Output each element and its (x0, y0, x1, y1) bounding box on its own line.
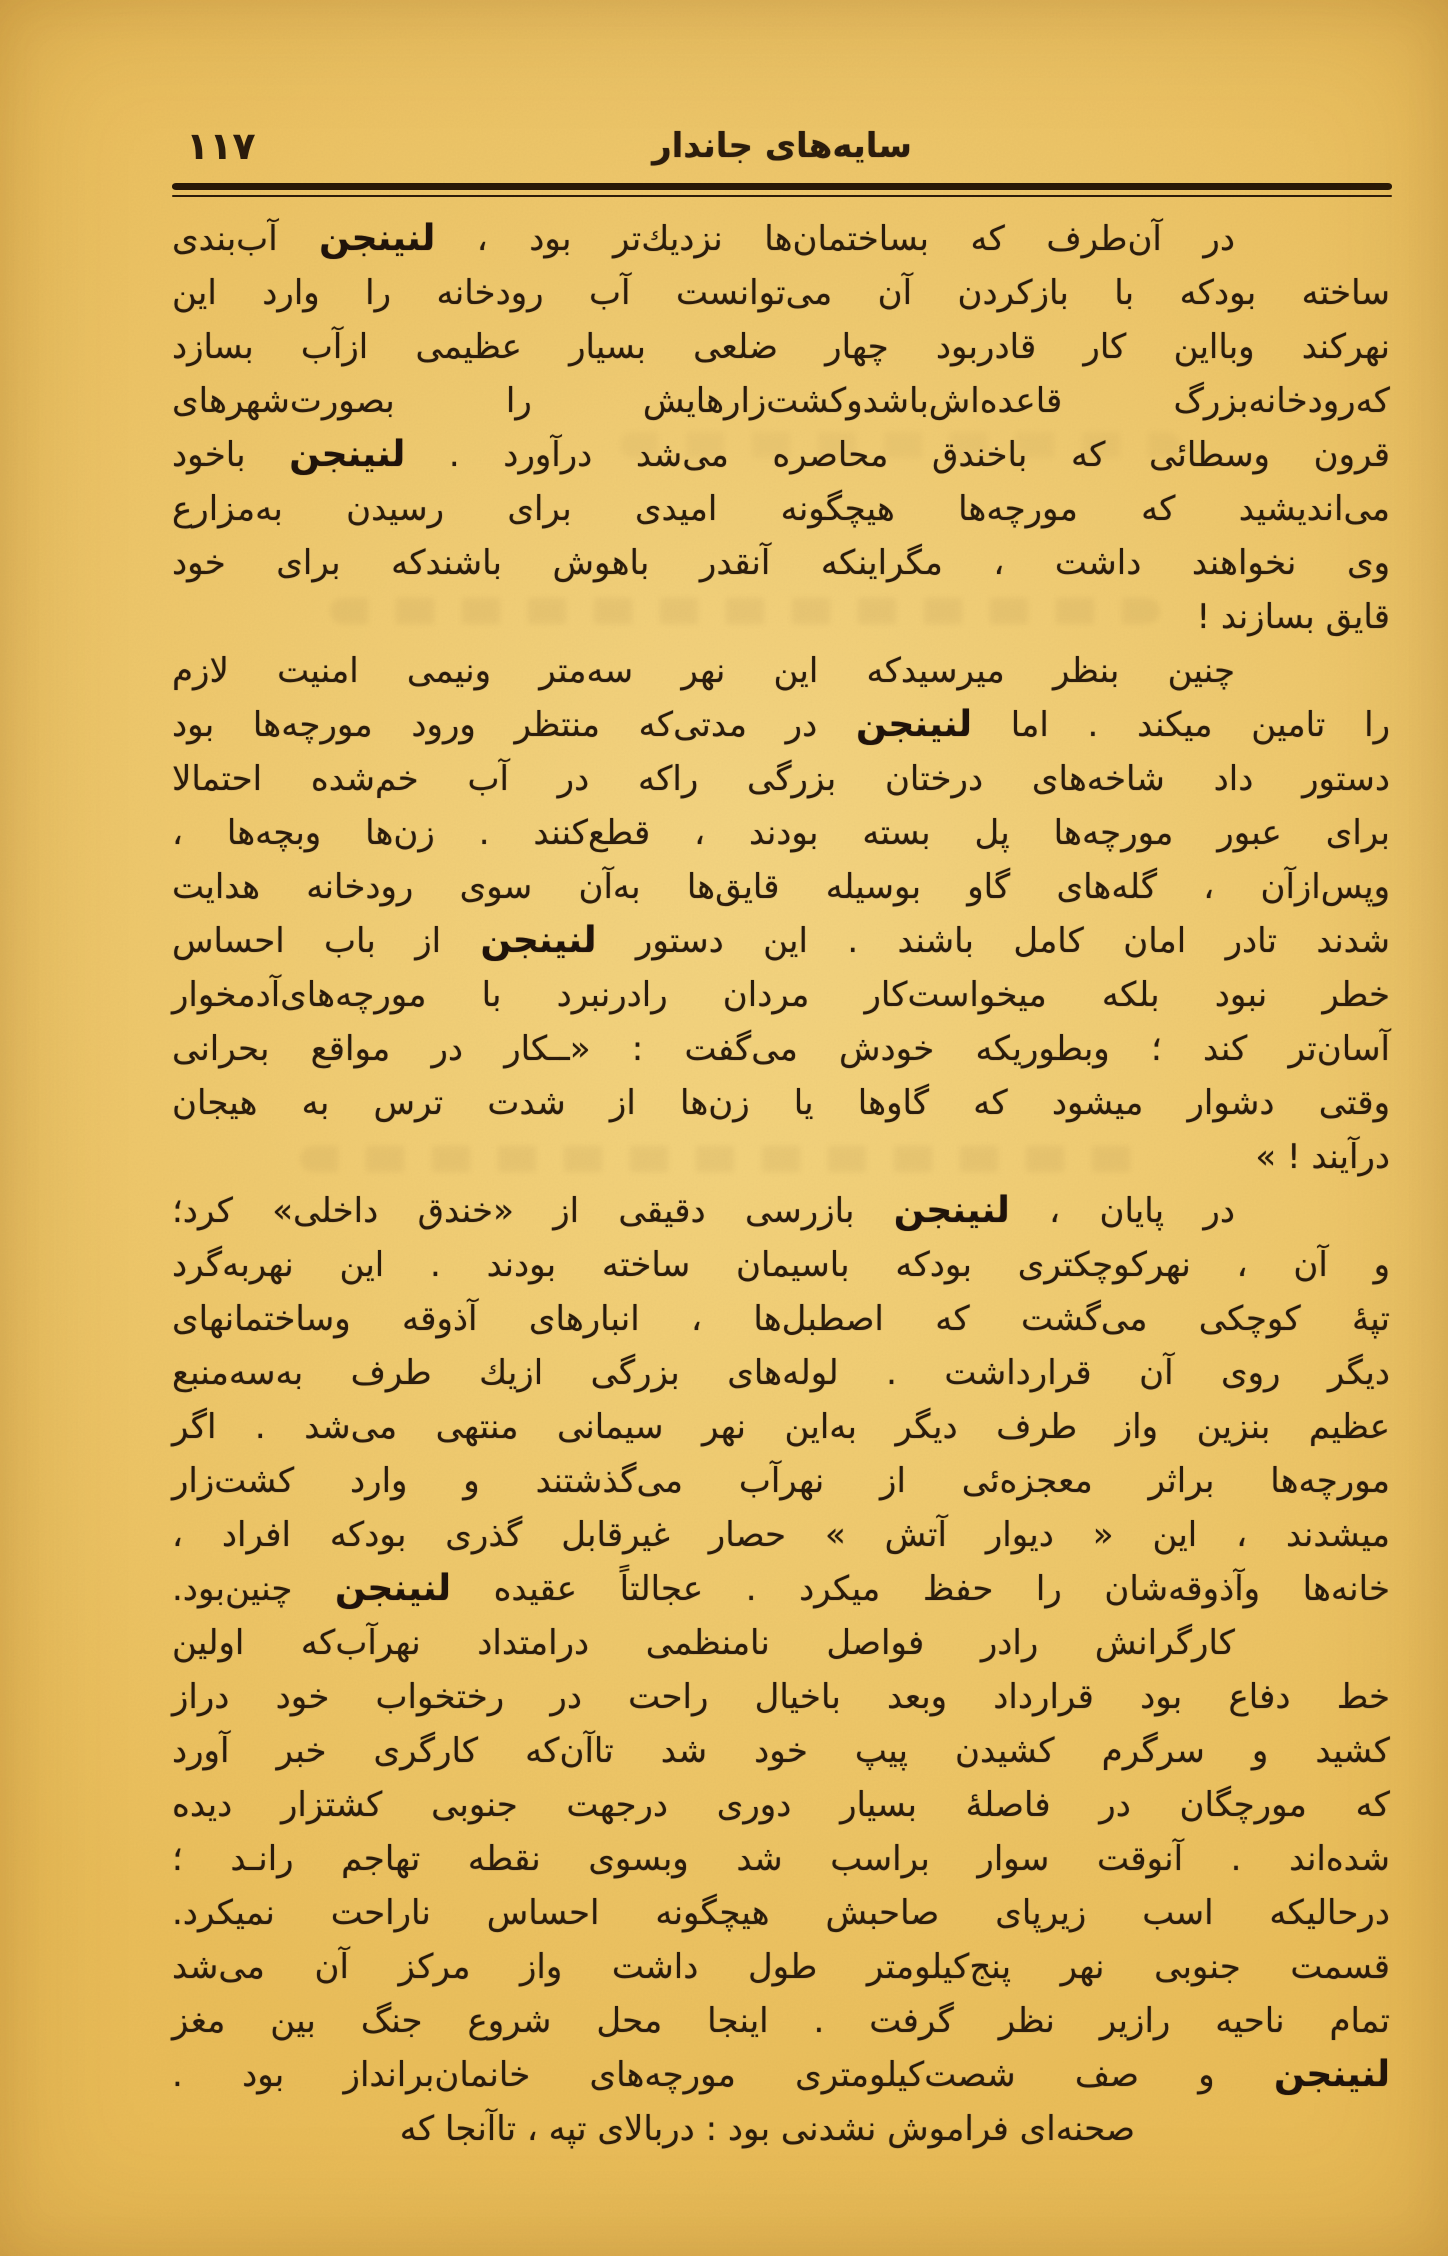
emphasis-leiningen: لنینجن (893, 1190, 1010, 1231)
text-line: کارگرانش رادر فواصل نامنظمی درامتداد نهرآب‌که اولین (172, 1623, 1235, 1663)
text-line: را تامین میکند . اما لنینجن در مدتی‌که منتظر ورود مورچه‌ها بود (172, 704, 1391, 745)
text-line: تپهٔ کوچکی می‌گشت که اصطبل‌ها ، انبارهای آذوقه وساختمانهای (172, 1299, 1390, 1339)
text-line: قسمت جنوبی نهر پنج‌کیلومتر طول داشت واز مرکز آن می‌شد (172, 1947, 1390, 1987)
text-line: آسان‌تر کند ؛ وبطوریکه خودش می‌گفت : «ــکار در مواقع بحرانی (172, 1029, 1390, 1069)
text-line: درآیند ! » (1255, 1137, 1390, 1177)
text-line: در آن‌طرف که بساختمان‌ها نزدیك‌تر بود ، لنینجن آب‌بندی (172, 218, 1235, 259)
text-line: دیگر روی آن قرارداشت . لوله‌های بزرگی ازیك طرف به‌سه‌منبع (172, 1353, 1390, 1393)
text-line: مورچه‌ها براثر معجزه‌ئی از نهرآب می‌گذشتند و وارد کشت‌زار (172, 1461, 1390, 1501)
emphasis-leiningen: لنینجن (1273, 2054, 1390, 2095)
page-title: سایه‌های جاندار (652, 126, 912, 166)
text-line: دستور داد شاخه‌های درختان بزرگی راکه در آب خم‌شده احتمالا (172, 759, 1390, 799)
page-header (172, 122, 1392, 168)
text-line: ساخته بودکه با بازکردن آن می‌توانست آب رودخانه را وارد این (172, 273, 1390, 313)
text-line: عظیم بنزین واز طرف دیگر به‌این نهر سیمانی منتهی می‌شد . اگر (172, 1407, 1390, 1447)
text-line: تمام ناحیه رازیر نظر گرفت . اینجا محل شروع جنگ بین مغز (172, 2001, 1390, 2041)
text-line: خط دفاع بود قرارداد وبعد باخیال راحت در رختخواب خود دراز (172, 1677, 1390, 1717)
text-line: لنینجن و صف شصت‌کیلومتری مورچه‌های خانمان‌برانداز بود . (172, 2054, 1390, 2095)
text-line: خطر نبود بلکه میخواست‌کار مردان رادرنبرد با مورچه‌های‌آدمخوار (172, 975, 1390, 1015)
text-line: وقتی دشوار میشود که گاوها یا زن‌ها از شدت ترس به هیجان (172, 1083, 1390, 1123)
text-line: در پایان ، لنینجن بازرسی دقیقی از «خندق داخلی» کرد؛ (172, 1190, 1235, 1231)
text-line: برای عبور مورچه‌ها پل بسته بودند ، قطع‌کنند . زن‌ها وبچه‌ها ، (172, 813, 1390, 853)
text-line: چنین بنظر میرسیدکه این نهر سه‌متر ونیمی امنیت لازم (172, 651, 1235, 691)
emphasis-leiningen: لنینجن (856, 704, 973, 745)
text-line: میشدند ، این « دیوار آتش » حصار غیرقابل گذری بودکه افراد ، (172, 1515, 1390, 1555)
text-line: نهرکند وبااین کار قادربود چهار ضلعی بسیار عظیمی ازآب بسازد (172, 327, 1390, 367)
text-line: که مورچگان در فاصلهٔ بسیار دوری درجهت جنوبی کشتزار دیده (172, 1785, 1390, 1825)
header-rule-thick (172, 183, 1392, 190)
header-rule (172, 183, 1392, 197)
text-line: کشید و سرگرم کشیدن پیپ خود شد تاآن‌که کارگری خبر آورد (172, 1731, 1390, 1771)
text-line: وی نخواهند داشت ، مگراینکه آنقدر باهوش باشندکه برای خود (172, 543, 1390, 583)
text-line: شده‌اند . آنوقت سوار براسب شد وبسوی نقطه تهاجم رانـد ؛ (172, 1839, 1390, 1879)
text-line: که‌رودخانه‌بزرگ قاعده‌اش‌باشدوکشت‌زارهایش را بصورت‌شهرهای (172, 381, 1390, 421)
emphasis-leiningen: لنینجن (480, 920, 597, 961)
text-line: وپس‌ازآن ، گله‌های گاو بوسیله قایق‌ها به‌آن سوی رودخانه هدایت (172, 867, 1390, 907)
page-number: ۱۱۷ (186, 124, 256, 168)
emphasis-leiningen: لنینجن (334, 1568, 452, 1609)
emphasis-leiningen: لنینجن (289, 434, 406, 475)
text-line: قرون وسطائی که باخندق محاصره می‌شد درآورد . لنینجن باخود (172, 434, 1391, 475)
text-line: شدند تادر امان کامل باشند . این دستور لنینجن از باب احساس (172, 920, 1390, 961)
body-text (172, 212, 1390, 2156)
text-line: قایق بسازند ! (1196, 597, 1390, 637)
text-line: خانه‌ها وآذوقه‌شان را حفظ میکرد . عجالتاً عقیده لنینجن چنین‌بود. (172, 1568, 1391, 1609)
text-line: درحالیکه اسب زیرپای صاحبش هیچگونه احساس ناراحت نمیکرد. (172, 1893, 1390, 1933)
header-rule-thin (172, 195, 1392, 197)
text-line: می‌اندیشید که مورچه‌ها هیچگونه امیدی برای رسیدن به‌مزارع (172, 489, 1390, 529)
text-line: و آن ، نهرکوچکتری بودکه باسیمان ساخته بودند . این نهربه‌گرد (172, 1245, 1390, 1285)
emphasis-leiningen: لنینجن (319, 218, 436, 259)
text-line: صحنه‌ای فراموش نشدنی بود : دربالای تپه ، تاآنجا که (399, 2109, 1135, 2149)
